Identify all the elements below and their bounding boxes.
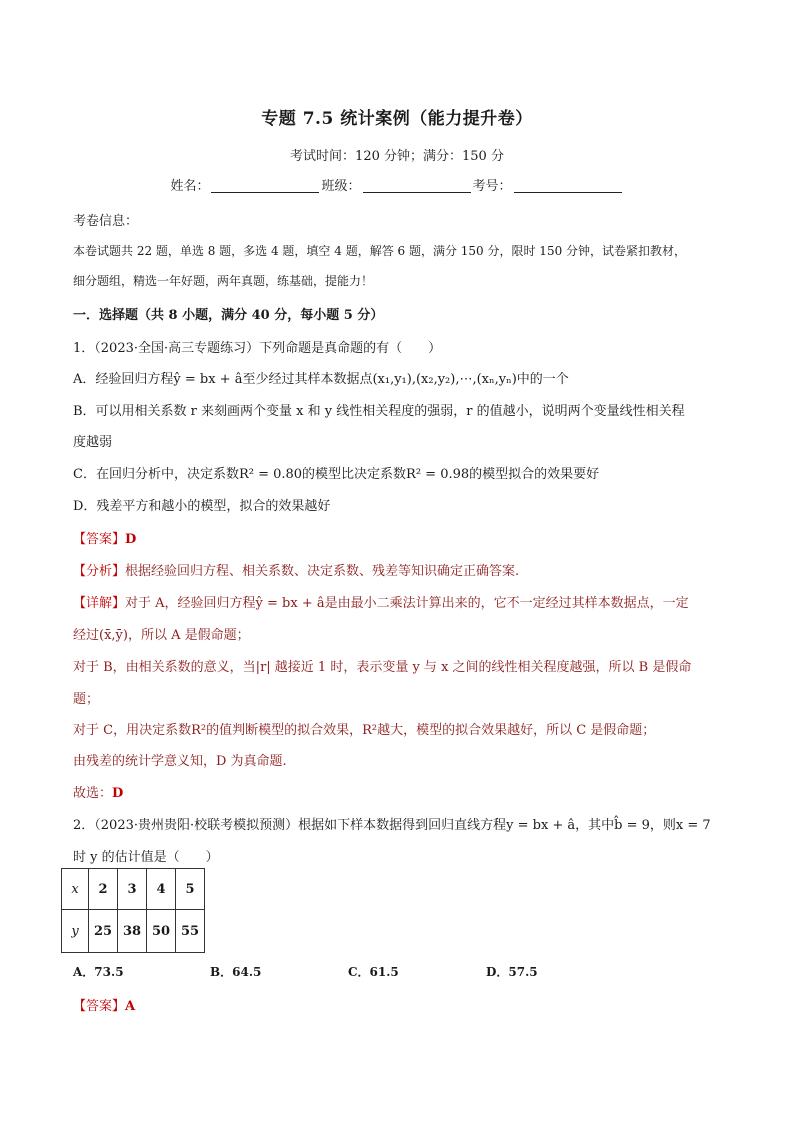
q1-choose-label: 故选： [73, 786, 113, 801]
table-cell: 4 [147, 869, 176, 910]
q1-answer [73, 528, 136, 547]
q2-answer-value: A [125, 999, 136, 1014]
info-line-2: 细分题组，精选一年好题，两年真题，练基础，提能力！ [73, 274, 374, 288]
q2-answer-label: 【答案】 [73, 999, 126, 1014]
q2-option-d: D．57.5 [486, 965, 538, 979]
table-row-x [62, 869, 205, 910]
q1-option-b-line1: B．可以用相关系数 r 来刻画两个变量 x 和 y 线性相关程度的强弱，r 的值越小，说明两个变量线性相关程 [73, 404, 685, 419]
q1-option-c: C．在回归分析中，决定系数R² = 0.80的模型比决定系数R² = 0.98的模型拟合的效果要好 [73, 467, 600, 482]
student-info-line [0, 175, 794, 194]
q1-answer-label: 【答案】 [73, 532, 126, 547]
q2-stem-line2: 时 y 的估计值是（ ） [73, 850, 219, 865]
table-cell: 38 [118, 910, 147, 953]
class-blank[interactable] [363, 178, 471, 193]
q1-detail-line4: 题； [73, 692, 100, 707]
q1-answer-value: D [125, 532, 137, 547]
q2-option-a: A．73.5 [73, 965, 124, 979]
q1-option-d: D．残差平方和越小的模型，拟合的效果越好 [73, 499, 331, 514]
table-cell: 2 [89, 869, 118, 910]
q2-option-c: C．61.5 [348, 965, 399, 979]
q2-option-b: B．64.5 [210, 965, 262, 979]
q1-detail-line2: 经过(x̄,ȳ)，所以 A 是假命题； [73, 628, 250, 643]
q1-option-a: A．经验回归方程ŷ = bx + â至少经过其样本数据点(x₁,y₁),(x₂,y₂),⋯,(xₙ,yₙ)中的一个 [73, 372, 569, 387]
q1-choose [73, 782, 123, 801]
exam-time: 考试时间：120 分钟；满分：150 分 [290, 149, 504, 164]
table-row-y [62, 910, 205, 953]
info-line-1: 本卷试题共 22 题，单选 8 题，多选 4 题，填空 4 题，解答 6 题，满分 150 分，限时 150 分钟，试卷紧扣教材， [73, 244, 687, 258]
name-label: 姓名： [170, 179, 210, 194]
table-cell: 50 [147, 910, 176, 953]
q2-answer [73, 995, 135, 1014]
table-header-y: y [62, 910, 89, 953]
table-cell: 5 [176, 869, 205, 910]
number-label: 考号： [472, 179, 512, 194]
q1-detail-line1 [73, 592, 689, 611]
section-heading: 一．选择题（共 8 小题，满分 40 分，每小题 5 分） [73, 308, 384, 323]
q1-analysis-label: 【分析】 [73, 564, 126, 579]
table-cell: 3 [118, 869, 147, 910]
table-cell: 25 [89, 910, 118, 953]
q1-detail-line3: 对于 B，由相关系数的意义，当|r| 越接近 1 时，表示变量 y 与 x 之间的线性相关程度越强，所以 B 是假命 [73, 660, 692, 675]
q1-choose-value: D [112, 786, 124, 801]
q1-stem: 1．（2023·全国·高三专题练习）下列命题是真命题的有（ ） [73, 341, 442, 356]
number-blank[interactable] [514, 178, 622, 193]
q1-analysis-text: 根据经验回归方程、相关系数、决定系数、残差等知识确定正确答案. [125, 564, 520, 579]
name-blank[interactable] [211, 178, 319, 193]
q1-detail-line5: 对于 C，用决定系数R²的值判断模型的拟合效果，R²越大，模型的拟合效果越好，所以 C 是假命题； [73, 723, 656, 738]
q2-data-table [61, 868, 205, 953]
class-label: 班级： [321, 179, 361, 194]
q2-stem-line1: 2．（2023·贵州贵阳·校联考模拟预测）根据如下样本数据得到回归直线方程y = bx + â，其中b̂ = 9，则x = 7 [73, 818, 711, 833]
info-heading: 考卷信息： [73, 214, 139, 229]
table-header-x: x [62, 869, 89, 910]
q1-detail-label: 【详解】 [73, 596, 126, 611]
q1-detail-text-1: 对于 A，经验回归方程ŷ = bx + â是由最小二乘法计算出来的，它不一定经过其样本数据点，一定 [125, 596, 689, 611]
table-cell: 55 [176, 910, 205, 953]
q1-analysis [73, 560, 519, 579]
q1-detail-line6: 由残差的统计学意义知，D 为真命题. [73, 754, 287, 769]
document-title: 专题 7.5 统计案例（能力提升卷） [261, 109, 533, 129]
q1-option-b-line2: 度越弱 [73, 435, 113, 450]
